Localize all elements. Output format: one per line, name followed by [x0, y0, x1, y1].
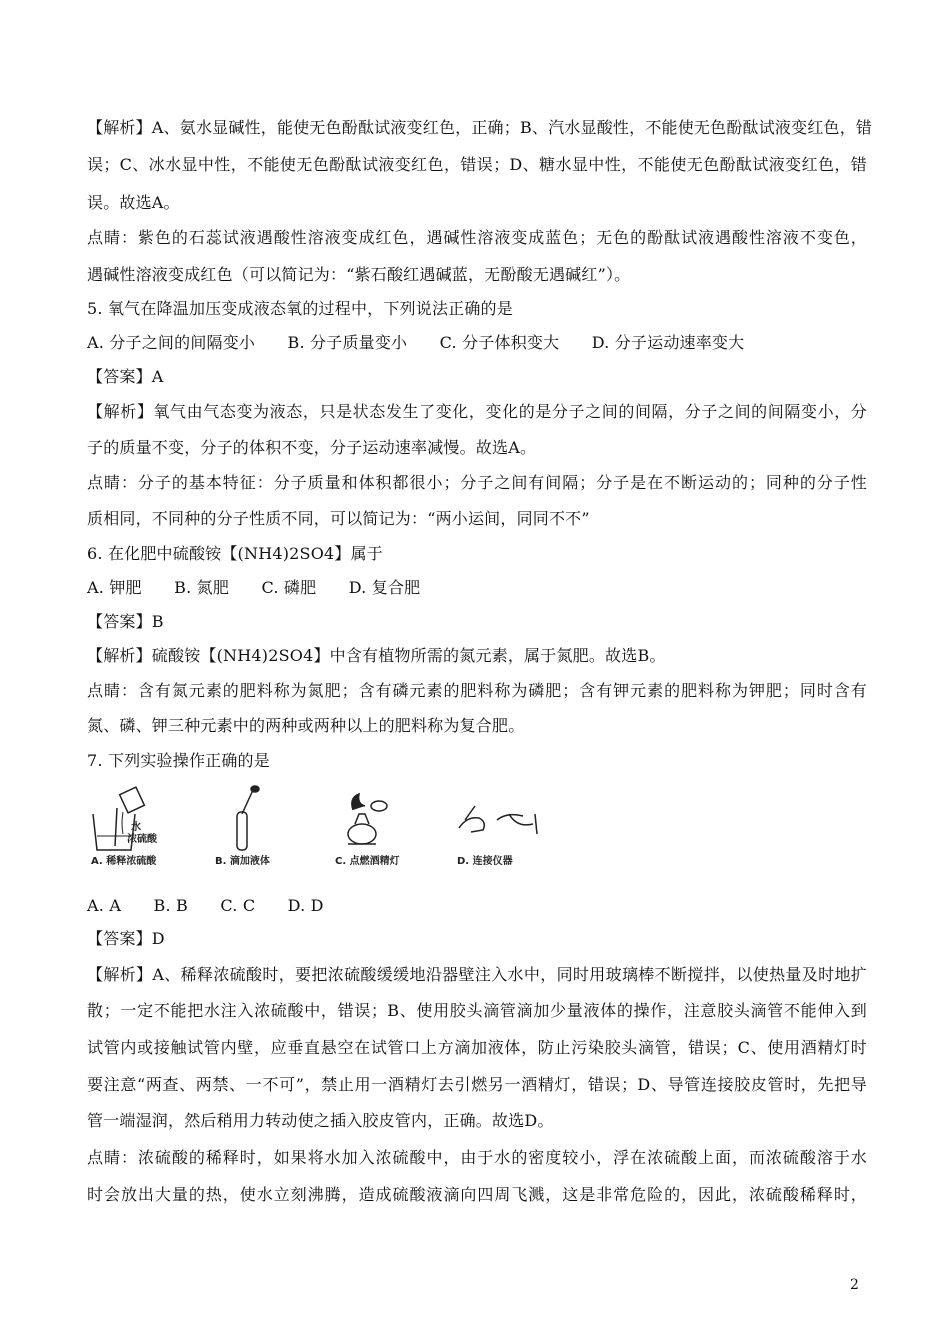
label-water: 水 [131, 822, 141, 833]
text-line: 点睛：紫色的石蕊试液遇酸性溶液变成红色，遇碱性溶液变成蓝色；无色的酚酞试液遇酸性溶液不变色， [87, 228, 867, 247]
analysis-7: 散；一定不能把水注入浓硫酸中，错误；B、使用胶头滴管滴加少量液体的操作，注意胶头滴管不能伸入到 [87, 1001, 867, 1020]
label-acid: 浓硫酸 [127, 834, 157, 845]
experiment-figure [87, 784, 557, 872]
tip-6: 点睛：含有氮元素的肥料称为氮肥；含有磷元素的肥料称为磷肥；含有钾元素的肥料称为钾肥；同时含有 [87, 681, 867, 700]
answer-7: 【答案】D [87, 929, 165, 948]
text-line: 遇碱性溶液变成红色（可以简记为：“紫石酸红遇碱蓝，无酚酸无遇碱红”）。 [87, 265, 631, 284]
analysis-7: 【解析】A、稀释浓硫酸时，要把浓硫酸缓缓地沿器壁注入水中，同时用玻璃棒不断搅拌，以使热量及时地扩 [87, 965, 867, 984]
question-5-options: A. 分子之间的间隔变小 B. 分子质量变小 C. 分子体积变大 D. 分子运动速率变大 [87, 333, 745, 352]
text-line: 误；C、冰水显中性，不能使无色酚酞试液变红色，错误；D、糖水显中性，不能使无色酚酞试液变红色，错 [87, 155, 867, 174]
caption-d: D. 连接仪器 [457, 856, 513, 867]
tip-7: 时会放出大量的热，使水立刻沸腾，造成硫酸液滴向四周飞溅，这是非常危险的，因此，浓硫酸稀释时， [87, 1185, 867, 1204]
question-7-options: A. A B. B C. C D. D [87, 896, 324, 915]
analysis-5: 子的质量不变，分子的体积不变，分子运动速率减慢。故选A。 [87, 438, 537, 457]
text-line: 误。故选A。 [87, 193, 180, 212]
analysis-5: 【解析】氧气由气态变为液态，只是状态发生了变化，变化的是分子之间的间隔，分子之间的间隔变小，分 [87, 402, 867, 421]
question-6-options: A. 钾肥 B. 氮肥 C. 磷肥 D. 复合肥 [87, 578, 421, 597]
tip-5: 质相同，不同种的分子性质不同，可以简记为：“两小运间，同同不不” [87, 509, 590, 528]
connect-apparatus-illustration [459, 806, 537, 834]
tip-5: 点睛：分子的基本特征：分子质量和体积都很小；分子之间有间隔；分子是在不断运动的；同种的分子性 [87, 473, 867, 492]
tip-7: 点睛：浓硫酸的稀释时，如果将水加入浓硫酸中，由于水的密度较小，浮在浓硫酸上面，而浓硫酸溶于水 [87, 1148, 867, 1167]
alcohol-lamp-illustration [348, 794, 387, 844]
question-7: 7. 下列实验操作正确的是 [87, 751, 270, 770]
analysis-7: 要注意“两查、两禁、一不可”，禁止用一酒精灯去引燃另一酒精灯，错误；D、导管连接胶皮管时，先把导 [87, 1075, 867, 1094]
question-6: 6. 在化肥中硫酸铵【(NH4)2SO4】属于 [87, 544, 384, 563]
text-line: 【解析】A、氨水显碱性，能使无色酚酞试液变红色，正确；B、汽水显酸性，不能使无色酚酞试液变红色，错 [87, 118, 873, 137]
page-number: 2 [850, 1277, 859, 1293]
dropper-illustration [237, 786, 259, 850]
tip-6: 氮、磷、钾三种元素中的两种或两种以上的肥料称为复合肥。 [87, 716, 525, 735]
caption-a: A. 稀释浓硫酸 [91, 856, 157, 867]
experiment-illustration [87, 784, 557, 872]
answer-5: 【答案】A [87, 367, 164, 386]
analysis-7: 试管内或接触试管内壁，应垂直悬空在试管口上方滴加液体，防止污染胶头滴管，错误；C、使用酒精灯时 [87, 1038, 867, 1057]
question-5: 5. 氧气在降温加压变成液态氧的过程中，下列说法正确的是 [87, 299, 513, 318]
answer-6: 【答案】B [87, 612, 164, 631]
caption-c: C. 点燃酒精灯 [335, 856, 400, 867]
analysis-6: 【解析】硫酸铵【(NH4)2SO4】中含有植物所需的氮元素，属于氮肥。故选B。 [87, 646, 666, 665]
analysis-7: 管一端湿润，然后稍用力转动使之插入胶皮管内，正确。故选D。 [87, 1111, 554, 1130]
caption-b: B. 滴加液体 [215, 856, 270, 867]
